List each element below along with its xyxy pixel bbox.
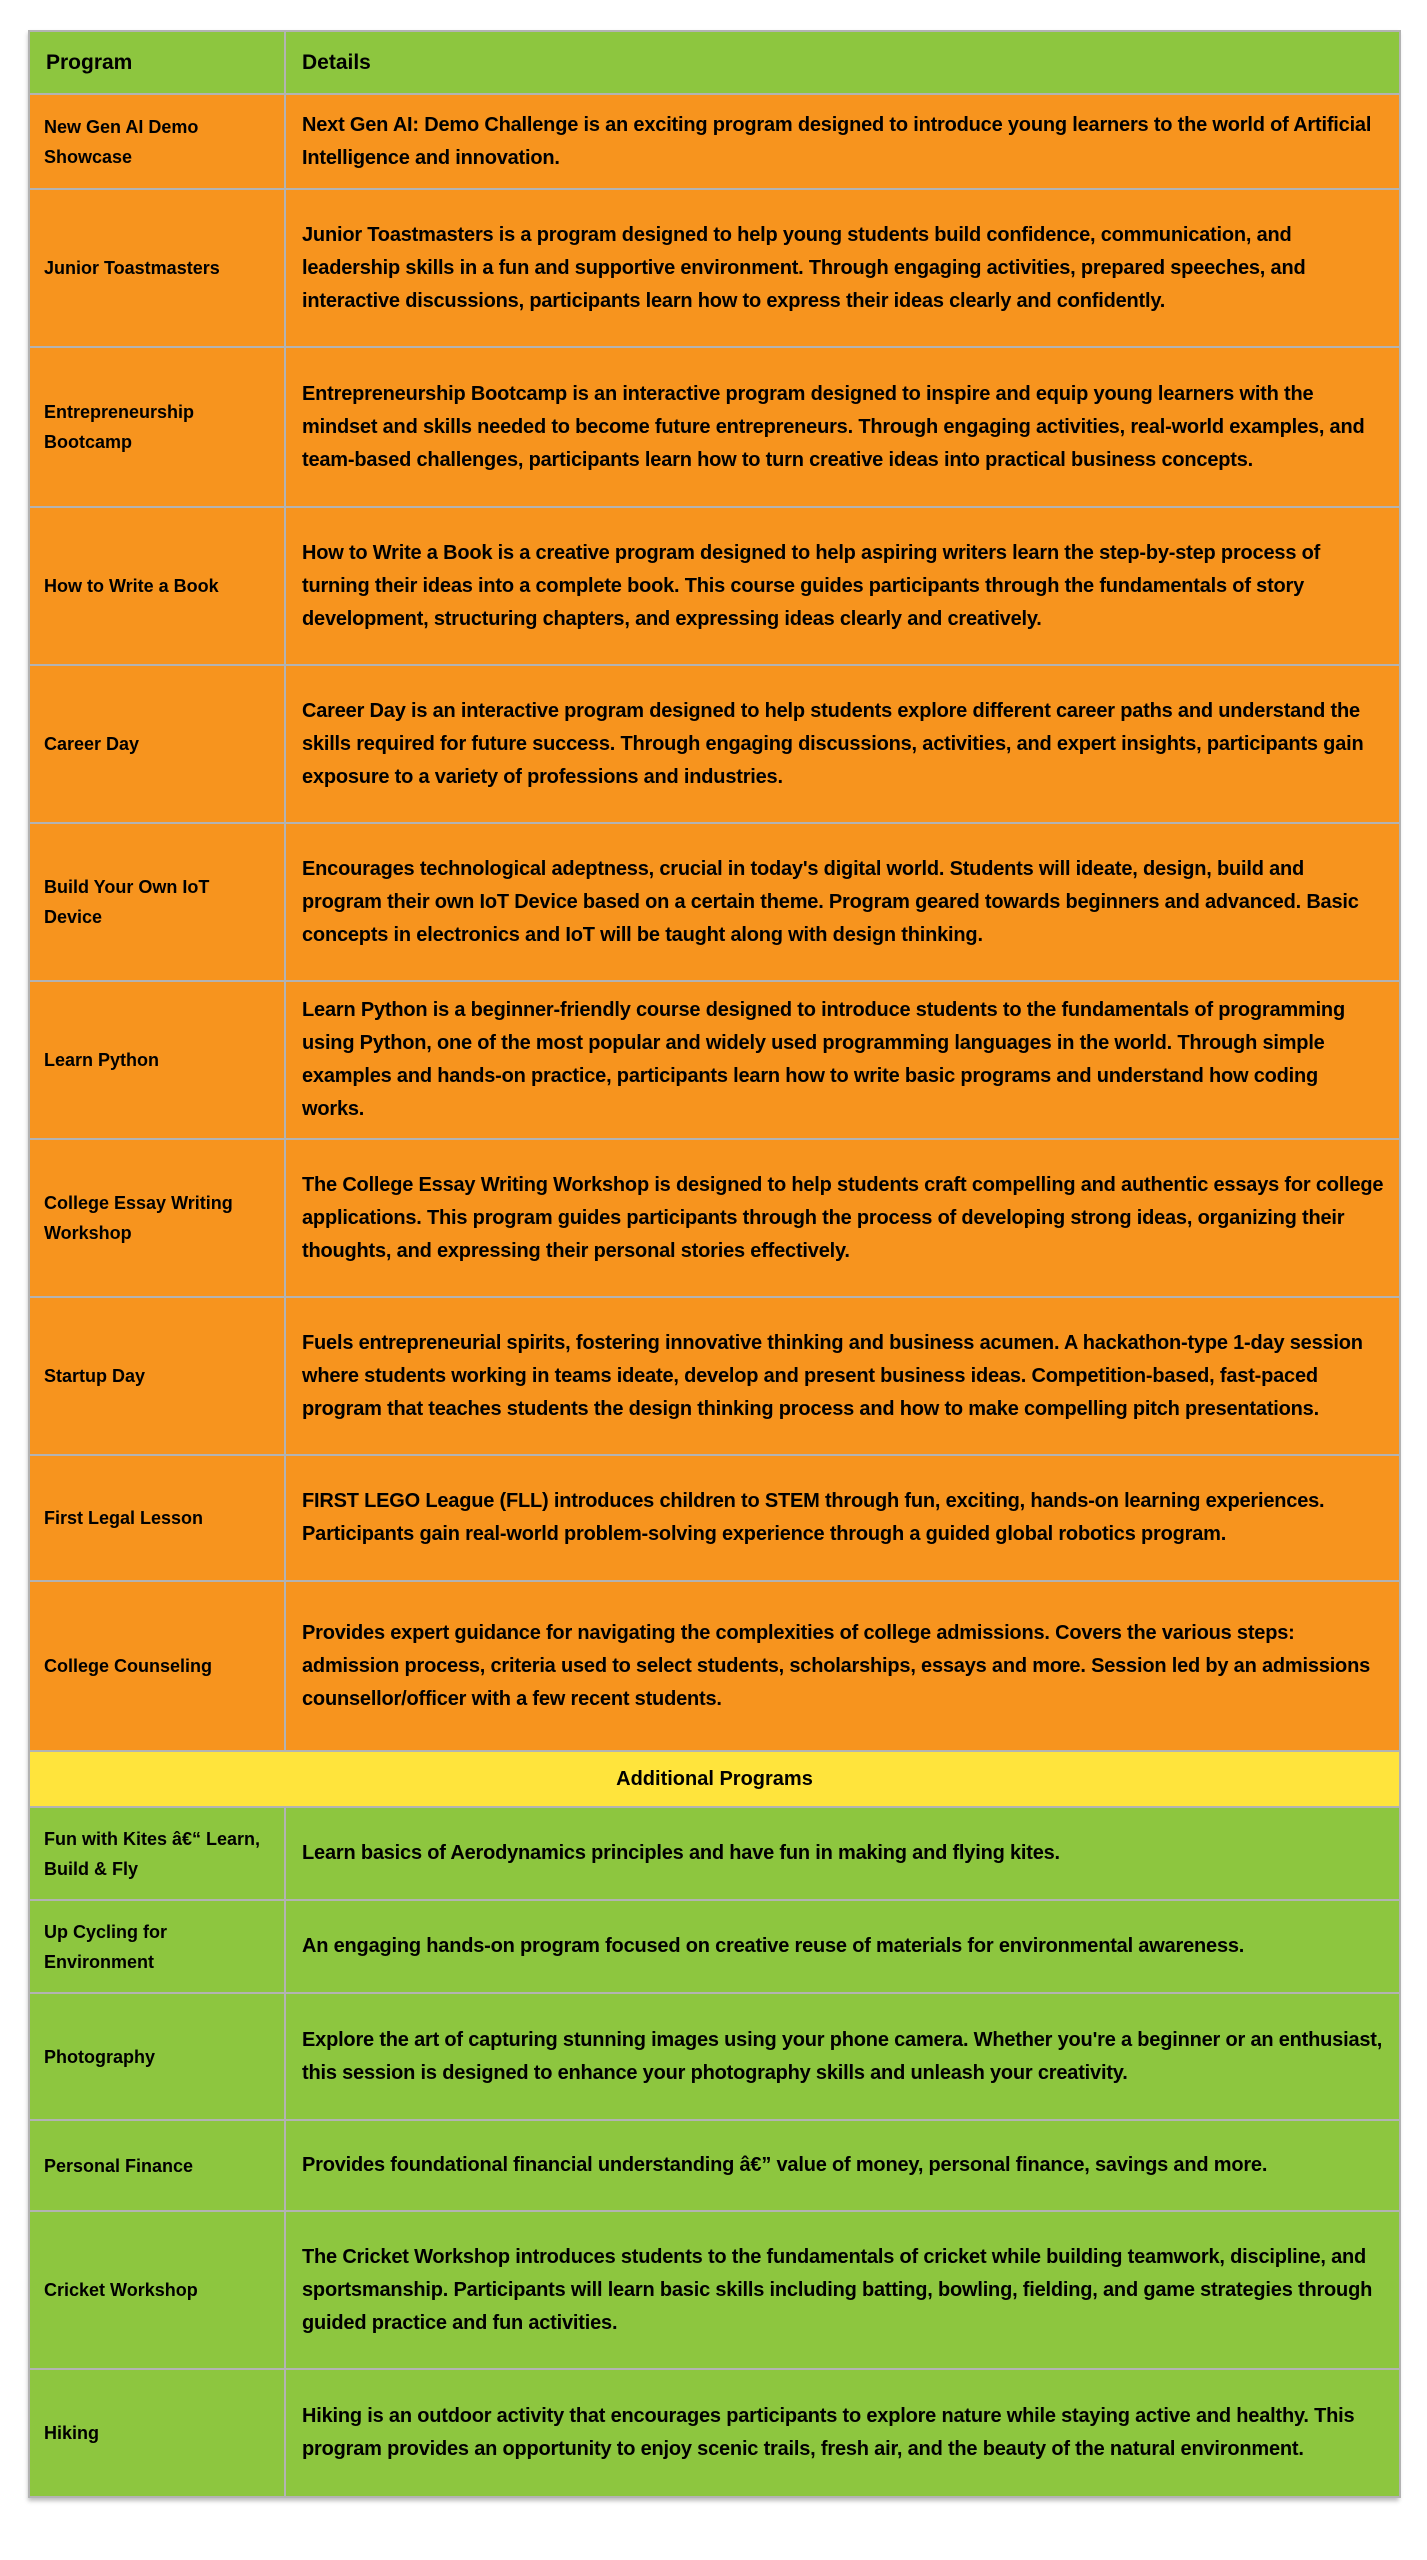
table-row: [29, 347, 1400, 507]
table-row: [29, 1581, 1400, 1751]
table-row: [29, 2120, 1400, 2211]
program-name-cell: How to Write a Book: [29, 507, 285, 665]
program-details-cell: The Cricket Workshop introduces students to the fundamentals of cricket while building teamwork, discipline, and sportsmanship. Participants will learn basic skills including batting, bowling, fielding, and game strategies through guided practice and fun activities.: [285, 2211, 1400, 2369]
column-header-details: Details: [285, 31, 1400, 94]
programs-table-container: [28, 30, 1399, 2498]
additional-programs-divider-row: [29, 1751, 1400, 1807]
program-name-cell: Career Day: [29, 665, 285, 823]
program-name-cell: Junior Toastmasters: [29, 189, 285, 347]
program-name-cell: Up Cycling for Environment: [29, 1900, 285, 1993]
program-name-cell: Cricket Workshop: [29, 2211, 285, 2369]
table-row: [29, 1993, 1400, 2120]
program-name-cell: Fun with Kites â€“ Learn, Build & Fly: [29, 1807, 285, 1900]
program-name-cell: Startup Day: [29, 1297, 285, 1455]
table-row: [29, 1900, 1400, 1993]
program-details-cell: Encourages technological adeptness, crucial in today's digital world. Students will ideate, design, build and program their own IoT Device based on a certain theme. Program geared towards beginners and advanced. Basic concepts in electronics and IoT will be taught along with design thinking.: [285, 823, 1400, 981]
table-row: [29, 823, 1400, 981]
table-row: [29, 94, 1400, 189]
program-name-cell: Build Your Own IoT Device: [29, 823, 285, 981]
table-row: [29, 2369, 1400, 2497]
program-details-cell: Entrepreneurship Bootcamp is an interactive program designed to inspire and equip young learners with the mindset and skills needed to become future entrepreneurs. Through engaging activities, real-world examples, and team-based challenges, participants learn how to turn creative ideas into practical business concepts.: [285, 347, 1400, 507]
table-row: [29, 981, 1400, 1139]
header-row: [29, 31, 1400, 94]
table-row: [29, 665, 1400, 823]
programs-table: [28, 30, 1401, 2498]
program-details-cell: Fuels entrepreneurial spirits, fostering innovative thinking and business acumen. A hackathon-type 1-day session where students working in teams ideate, develop and present business ideas. Competition-based, fast-paced program that teaches students the design thinking process and how to make compelling pitch presentations.: [285, 1297, 1400, 1455]
program-details-cell: FIRST LEGO League (FLL) introduces children to STEM through fun, exciting, hands-on learning experiences. Participants gain real-world problem-solving experience through a guided global robotics program.: [285, 1455, 1400, 1581]
program-details-cell: An engaging hands-on program focused on creative reuse of materials for environmental awareness.: [285, 1900, 1400, 1993]
divider-section: [29, 1751, 1400, 1807]
program-details-cell: Hiking is an outdoor activity that encourages participants to explore nature while staying active and healthy. This program provides an opportunity to enjoy scenic trails, fresh air, and the beauty of the natural environment.: [285, 2369, 1400, 2497]
table-row: [29, 2211, 1400, 2369]
program-details-cell: Career Day is an interactive program designed to help students explore different career paths and understand the skills required for future success. Through engaging discussions, activities, and expert insights, participants gain exposure to a variety of professions and industries.: [285, 665, 1400, 823]
program-name-cell: Photography: [29, 1993, 285, 2120]
column-header-program: Program: [29, 31, 285, 94]
program-name-cell: Learn Python: [29, 981, 285, 1139]
table-header: [29, 31, 1400, 94]
additional-rows: [29, 1807, 1400, 2497]
program-details-cell: Provides foundational financial understanding â€” value of money, personal finance, savings and more.: [285, 2120, 1400, 2211]
table-row: [29, 1807, 1400, 1900]
table-row: [29, 507, 1400, 665]
program-details-cell: Learn basics of Aerodynamics principles and have fun in making and flying kites.: [285, 1807, 1400, 1900]
program-name-cell: College Counseling: [29, 1581, 285, 1751]
program-details-cell: Junior Toastmasters is a program designed to help young students build confidence, communication, and leadership skills in a fun and supportive environment. Through engaging activities, prepared speeches, and interactive discussions, participants learn how to express their ideas clearly and confidently.: [285, 189, 1400, 347]
table-row: [29, 1297, 1400, 1455]
program-name-cell: Personal Finance: [29, 2120, 285, 2211]
program-name-cell: New Gen AI Demo Showcase: [29, 94, 285, 189]
table-row: [29, 189, 1400, 347]
table-row: [29, 1139, 1400, 1297]
program-details-cell: Explore the art of capturing stunning images using your phone camera. Whether you're a beginner or an enthusiast, this session is designed to enhance your photography skills and unleash your creativity.: [285, 1993, 1400, 2120]
program-details-cell: Learn Python is a beginner-friendly course designed to introduce students to the fundamentals of programming using Python, one of the most popular and widely used programming languages in the world. Through simple examples and hands-on practice, participants learn how to write basic programs and understand how coding works.: [285, 981, 1400, 1139]
program-name-cell: Hiking: [29, 2369, 285, 2497]
program-details-cell: How to Write a Book is a creative program designed to help aspiring writers learn the step-by-step process of turning their ideas into a complete book. This course guides participants through the fundamentals of story development, structuring chapters, and expressing ideas clearly and creatively.: [285, 507, 1400, 665]
program-name-cell: Entrepreneurship Bootcamp: [29, 347, 285, 507]
table-row: [29, 1455, 1400, 1581]
program-details-cell: Provides expert guidance for navigating the complexities of college admissions. Covers the various steps: admission process, criteria used to select students, scholarships, essays and more. Session led by an admissions counsellor/officer with a few recent students.: [285, 1581, 1400, 1751]
additional-programs-divider-label: Additional Programs: [29, 1751, 1400, 1807]
program-name-cell: First Legal Lesson: [29, 1455, 285, 1581]
program-details-cell: Next Gen AI: Demo Challenge is an exciting program designed to introduce young learners to the world of Artificial Intelligence and innovation.: [285, 94, 1400, 189]
program-name-cell: College Essay Writing Workshop: [29, 1139, 285, 1297]
program-rows: [29, 94, 1400, 1751]
program-details-cell: The College Essay Writing Workshop is designed to help students craft compelling and authentic essays for college applications. This program guides participants through the process of developing strong ideas, organizing their thoughts, and expressing their personal stories effectively.: [285, 1139, 1400, 1297]
